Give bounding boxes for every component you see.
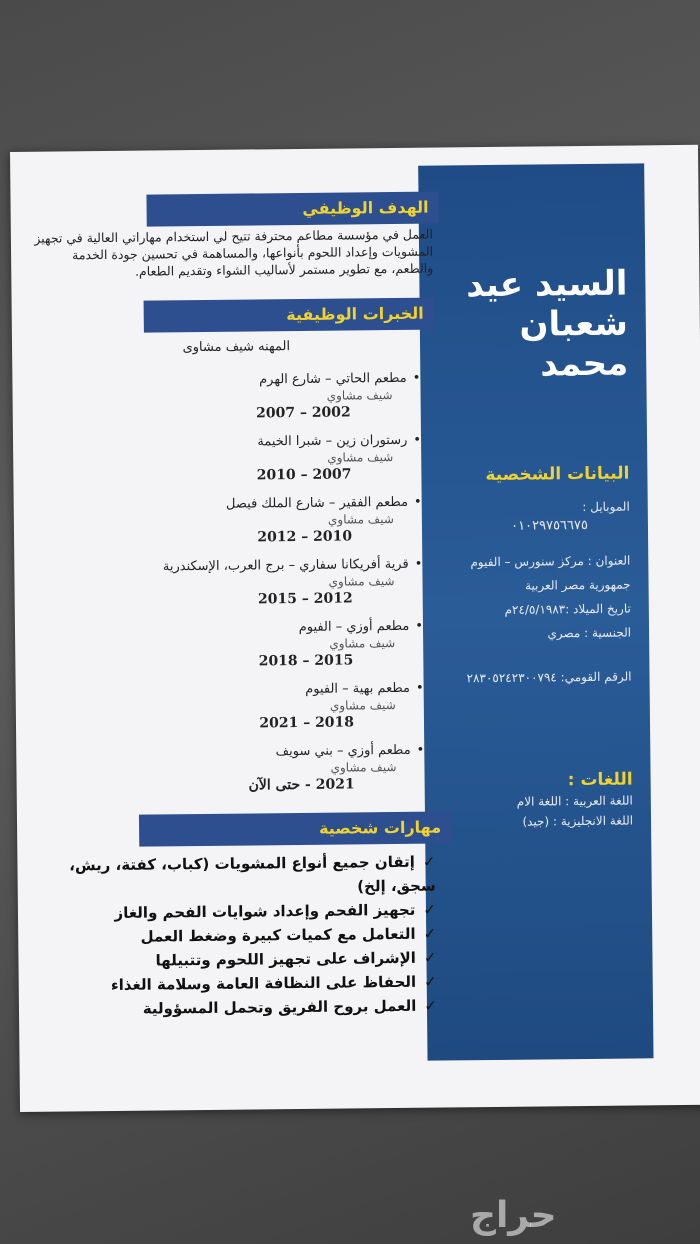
skill-item: ✓ تجهيز الفحم وإعداد شوايات الفحم والغاز xyxy=(31,898,436,926)
skill-item: ✓ الحفاظ على النظافة العامة وسلامة الغذاء xyxy=(32,970,437,998)
haraj-watermark: حراج xyxy=(470,1195,557,1236)
profession-title: المهنه شيف مشاوى xyxy=(182,339,291,356)
job-entry xyxy=(43,618,424,673)
job-place: • قرية أفريكانا سفاري – برج العرب، الإسكندرية xyxy=(42,556,422,577)
personal-heading: البيانات الشخصية xyxy=(485,463,630,486)
job-role: شيف مشاوي xyxy=(327,450,394,465)
candidate-name xyxy=(427,264,628,386)
job-place: • مطعم أوزي – بني سويف xyxy=(44,742,424,763)
nationality: الجنسية : مصري xyxy=(547,625,632,641)
job-years: 2007 – 2010 xyxy=(256,466,352,484)
job-role: شيف مشاوي xyxy=(329,635,396,651)
job-role: شيف مشاوي xyxy=(327,512,394,527)
language-english: اللغة الانجليزية : (جيد) xyxy=(522,813,634,829)
date-of-birth: تاريخ الميلاد :٢٤/٥/١٩٨٣م xyxy=(504,601,631,617)
name-line-2: شعبان محمد xyxy=(519,303,629,385)
job-place: • مطعم الفقير – شارع الملك فيصل xyxy=(42,494,422,515)
objective-text: العمل في مؤسسة مطاعم محترفة تتيح لي استخدام مهاراتي العالية في تجهيز المشويات وإعداد اللحوم بأنواعها، والمساهمة في تحسين جودة الخدمة والطعم، مع تطوير مستمر لأساليب الشواء وتقديم الطعام. xyxy=(34,226,434,279)
job-years: 2002 – 2007 xyxy=(255,404,351,422)
job-years: 2012 – 2015 xyxy=(257,590,353,608)
job-place: • مطعم أوزي – الفيوم xyxy=(43,618,423,639)
job-entry xyxy=(40,370,421,425)
job-place: • رستوران زين – شبرا الخيمة xyxy=(41,432,421,453)
skill-item: ✓ العمل بروح الفريق وتحمل المسؤولية xyxy=(32,994,437,1022)
national-id: الرقم القومي: ٢٨٣٠٥٢٤٢٣٠٠٧٩٤ xyxy=(466,669,632,686)
job-years: 2015 – 2018 xyxy=(258,652,354,670)
job-role: شيف مشاوي xyxy=(330,759,397,775)
job-years: 2021 - حتى الآن xyxy=(248,776,355,794)
address: العنوان : مركز سنورس – الفيوم xyxy=(470,553,631,570)
job-place: • مطعم الحاتي – شارع الهرم xyxy=(40,370,420,391)
skills-list xyxy=(30,850,437,1022)
languages-heading: اللغات : xyxy=(567,769,633,791)
resume-sidebar xyxy=(418,163,653,1060)
job-role: شيف مشاوي xyxy=(329,697,396,713)
skill-item: ✓ إتقان جميع أنواع المشويات (كباب، كفتة، ريش، سجق، إلخ) xyxy=(30,850,435,902)
name-line-1: السيد عيد xyxy=(466,263,628,306)
mobile-label: الموبايل : xyxy=(582,499,630,515)
experience-heading: الخبرات الوظيفية xyxy=(144,298,434,333)
skill-item: ✓ الإشراف على تجهيز اللحوم وتتبيلها xyxy=(31,946,436,974)
skills-heading: مهارات شخصية xyxy=(139,811,451,846)
job-role: شيف مشاوي xyxy=(328,573,395,589)
country: جمهورية مصر العربية xyxy=(524,577,631,593)
skill-item: ✓ التعامل مع كميات كبيرة وضغط العمل xyxy=(31,922,436,950)
resume-paper xyxy=(10,145,700,1112)
job-entry xyxy=(42,494,423,549)
job-entry xyxy=(44,742,425,797)
job-entry xyxy=(41,432,422,487)
job-role: شيف مشاوي xyxy=(326,388,393,403)
job-place: • مطعم بهية – الفيوم xyxy=(44,680,424,701)
job-entry xyxy=(42,556,423,611)
job-entry xyxy=(44,680,425,735)
objective-heading: الهدف الوظيفي xyxy=(146,192,438,227)
job-years: 2010 – 2012 xyxy=(257,528,353,546)
resume-main xyxy=(18,148,448,1112)
mobile-value: ٠١٠٢٩٧٥٦٦٧٥ xyxy=(511,517,589,534)
job-years: 2018 – 2021 xyxy=(259,714,355,732)
language-arabic: اللغة العربية : اللغة الام xyxy=(516,793,633,809)
